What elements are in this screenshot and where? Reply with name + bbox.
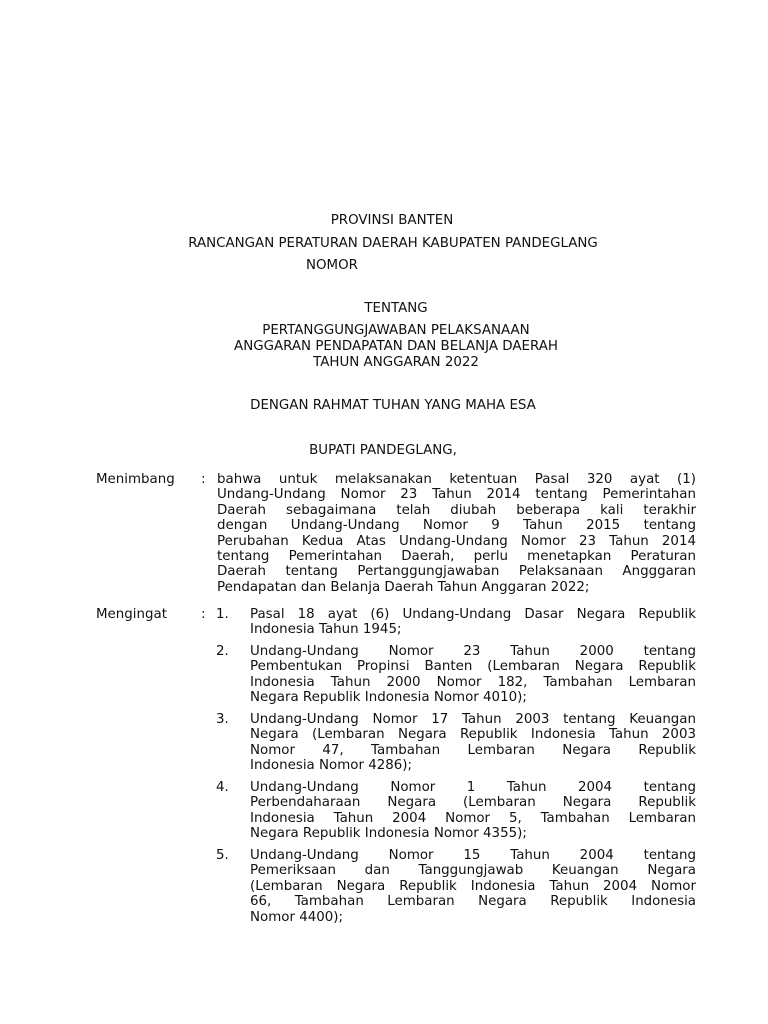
item-number: 4.	[216, 780, 229, 795]
item-line: Indonesia Tahun 2000 Nomor 182, Tambahan Lembaran	[250, 674, 696, 690]
subject-line-2: ANGGARAN PENDAPATAN DAN BELANJA DAERAH	[234, 339, 558, 354]
item-line: Pembentukan Propinsi Banten (Lembaran Negara Republik	[250, 659, 696, 675]
item-line: (Lembaran Negara Republik Indonesia Tahun 2004 Nomor	[250, 878, 696, 894]
menimbang-line: Undang-Undang Nomor 23 Tahun 2014 tentang Pemerintahan	[217, 487, 696, 503]
item-line: 66, Tambahan Lembaran Negara Republik Indonesia	[250, 894, 696, 910]
item-number: 3.	[216, 712, 229, 727]
regulation-number: NOMOR	[306, 258, 358, 273]
item-number: 1.	[216, 607, 229, 622]
about-heading: TENTANG	[364, 301, 428, 316]
subject-line-1: PERTANGGUNGJAWABAN PELAKSANAAN	[262, 323, 530, 338]
mengingat-item-4	[250, 780, 696, 842]
blessing-line: DENGAN RAHMAT TUHAN YANG MAHA ESA	[250, 398, 536, 413]
menimbang-line: bahwa untuk melaksanakan ketentuan Pasal 320 ayat (1)	[217, 472, 696, 487]
menimbang-line: dengan Undang-Undang Nomor 9 Tahun 2015 tentang	[217, 518, 696, 534]
mengingat-colon: :	[201, 607, 206, 622]
item-line: Negara (Lembaran Negara Republik Indonesia Tahun 2003	[250, 727, 696, 743]
item-line: Nomor 4400);	[250, 909, 344, 925]
subject-line-3: TAHUN ANGGARAN 2022	[313, 355, 479, 370]
mengingat-item-5	[250, 848, 696, 925]
menimbang-line: Pendapatan dan Belanja Daerah Tahun Anggaran 2022;	[217, 579, 590, 595]
menimbang-label: Menimbang	[96, 472, 175, 487]
menimbang-text	[217, 472, 696, 595]
item-line: Negara Republik Indonesia Nomor 4355);	[250, 826, 527, 842]
item-line: Pemeriksaan dan Tanggungjawab Keuangan Negara	[250, 863, 696, 879]
item-line: Undang-Undang Nomor 17 Tahun 2003 tentang Keuangan	[250, 712, 696, 727]
item-line: Pasal 18 ayat (6) Undang-Undang Dasar Negara Republik	[250, 607, 696, 622]
menimbang-line: Perubahan Kedua Atas Undang-Undang Nomor 23 Tahun 2014	[217, 533, 696, 549]
item-line: Indonesia Tahun 2004 Nomor 5, Tambahan Lembaran	[250, 810, 696, 826]
regent-line: BUPATI PANDEGLANG,	[309, 443, 457, 458]
item-line: Nomor 47, Tambahan Lembaran Negara Republik	[250, 742, 696, 758]
item-line: Perbendaharaan Negara (Lembaran Negara Republik	[250, 795, 696, 811]
province-heading: PROVINSI BANTEN	[330, 213, 454, 228]
item-line: Undang-Undang Nomor 23 Tahun 2000 tentang	[250, 644, 696, 659]
mengingat-item-1	[250, 607, 696, 638]
menimbang-line: Daerah sebagaimana telah diubah beberapa kali terakhir	[217, 502, 696, 518]
item-number: 5.	[216, 848, 229, 863]
mengingat-label: Mengingat	[96, 607, 167, 622]
mengingat-item-3	[250, 712, 696, 774]
item-line: Undang-Undang Nomor 1 Tahun 2004 tentang	[250, 780, 696, 795]
item-line: Indonesia Tahun 1945;	[250, 622, 402, 638]
mengingat-item-2	[250, 644, 696, 706]
item-number: 2.	[216, 644, 229, 659]
menimbang-colon: :	[201, 472, 206, 487]
draft-regulation-heading: RANCANGAN PERATURAN DAERAH KABUPATEN PANDEGLANG	[188, 236, 598, 251]
menimbang-line: tentang Pemerintahan Daerah, perlu menetapkan Peraturan	[217, 548, 696, 564]
menimbang-line: Daerah tentang Pertanggungjawaban Pelaksanaan Angggaran	[217, 564, 696, 580]
item-line: Undang-Undang Nomor 15 Tahun 2004 tentang	[250, 848, 696, 863]
item-line: Negara Republik Indonesia Nomor 4010);	[250, 690, 527, 706]
item-line: Indonesia Nomor 4286);	[250, 758, 413, 774]
